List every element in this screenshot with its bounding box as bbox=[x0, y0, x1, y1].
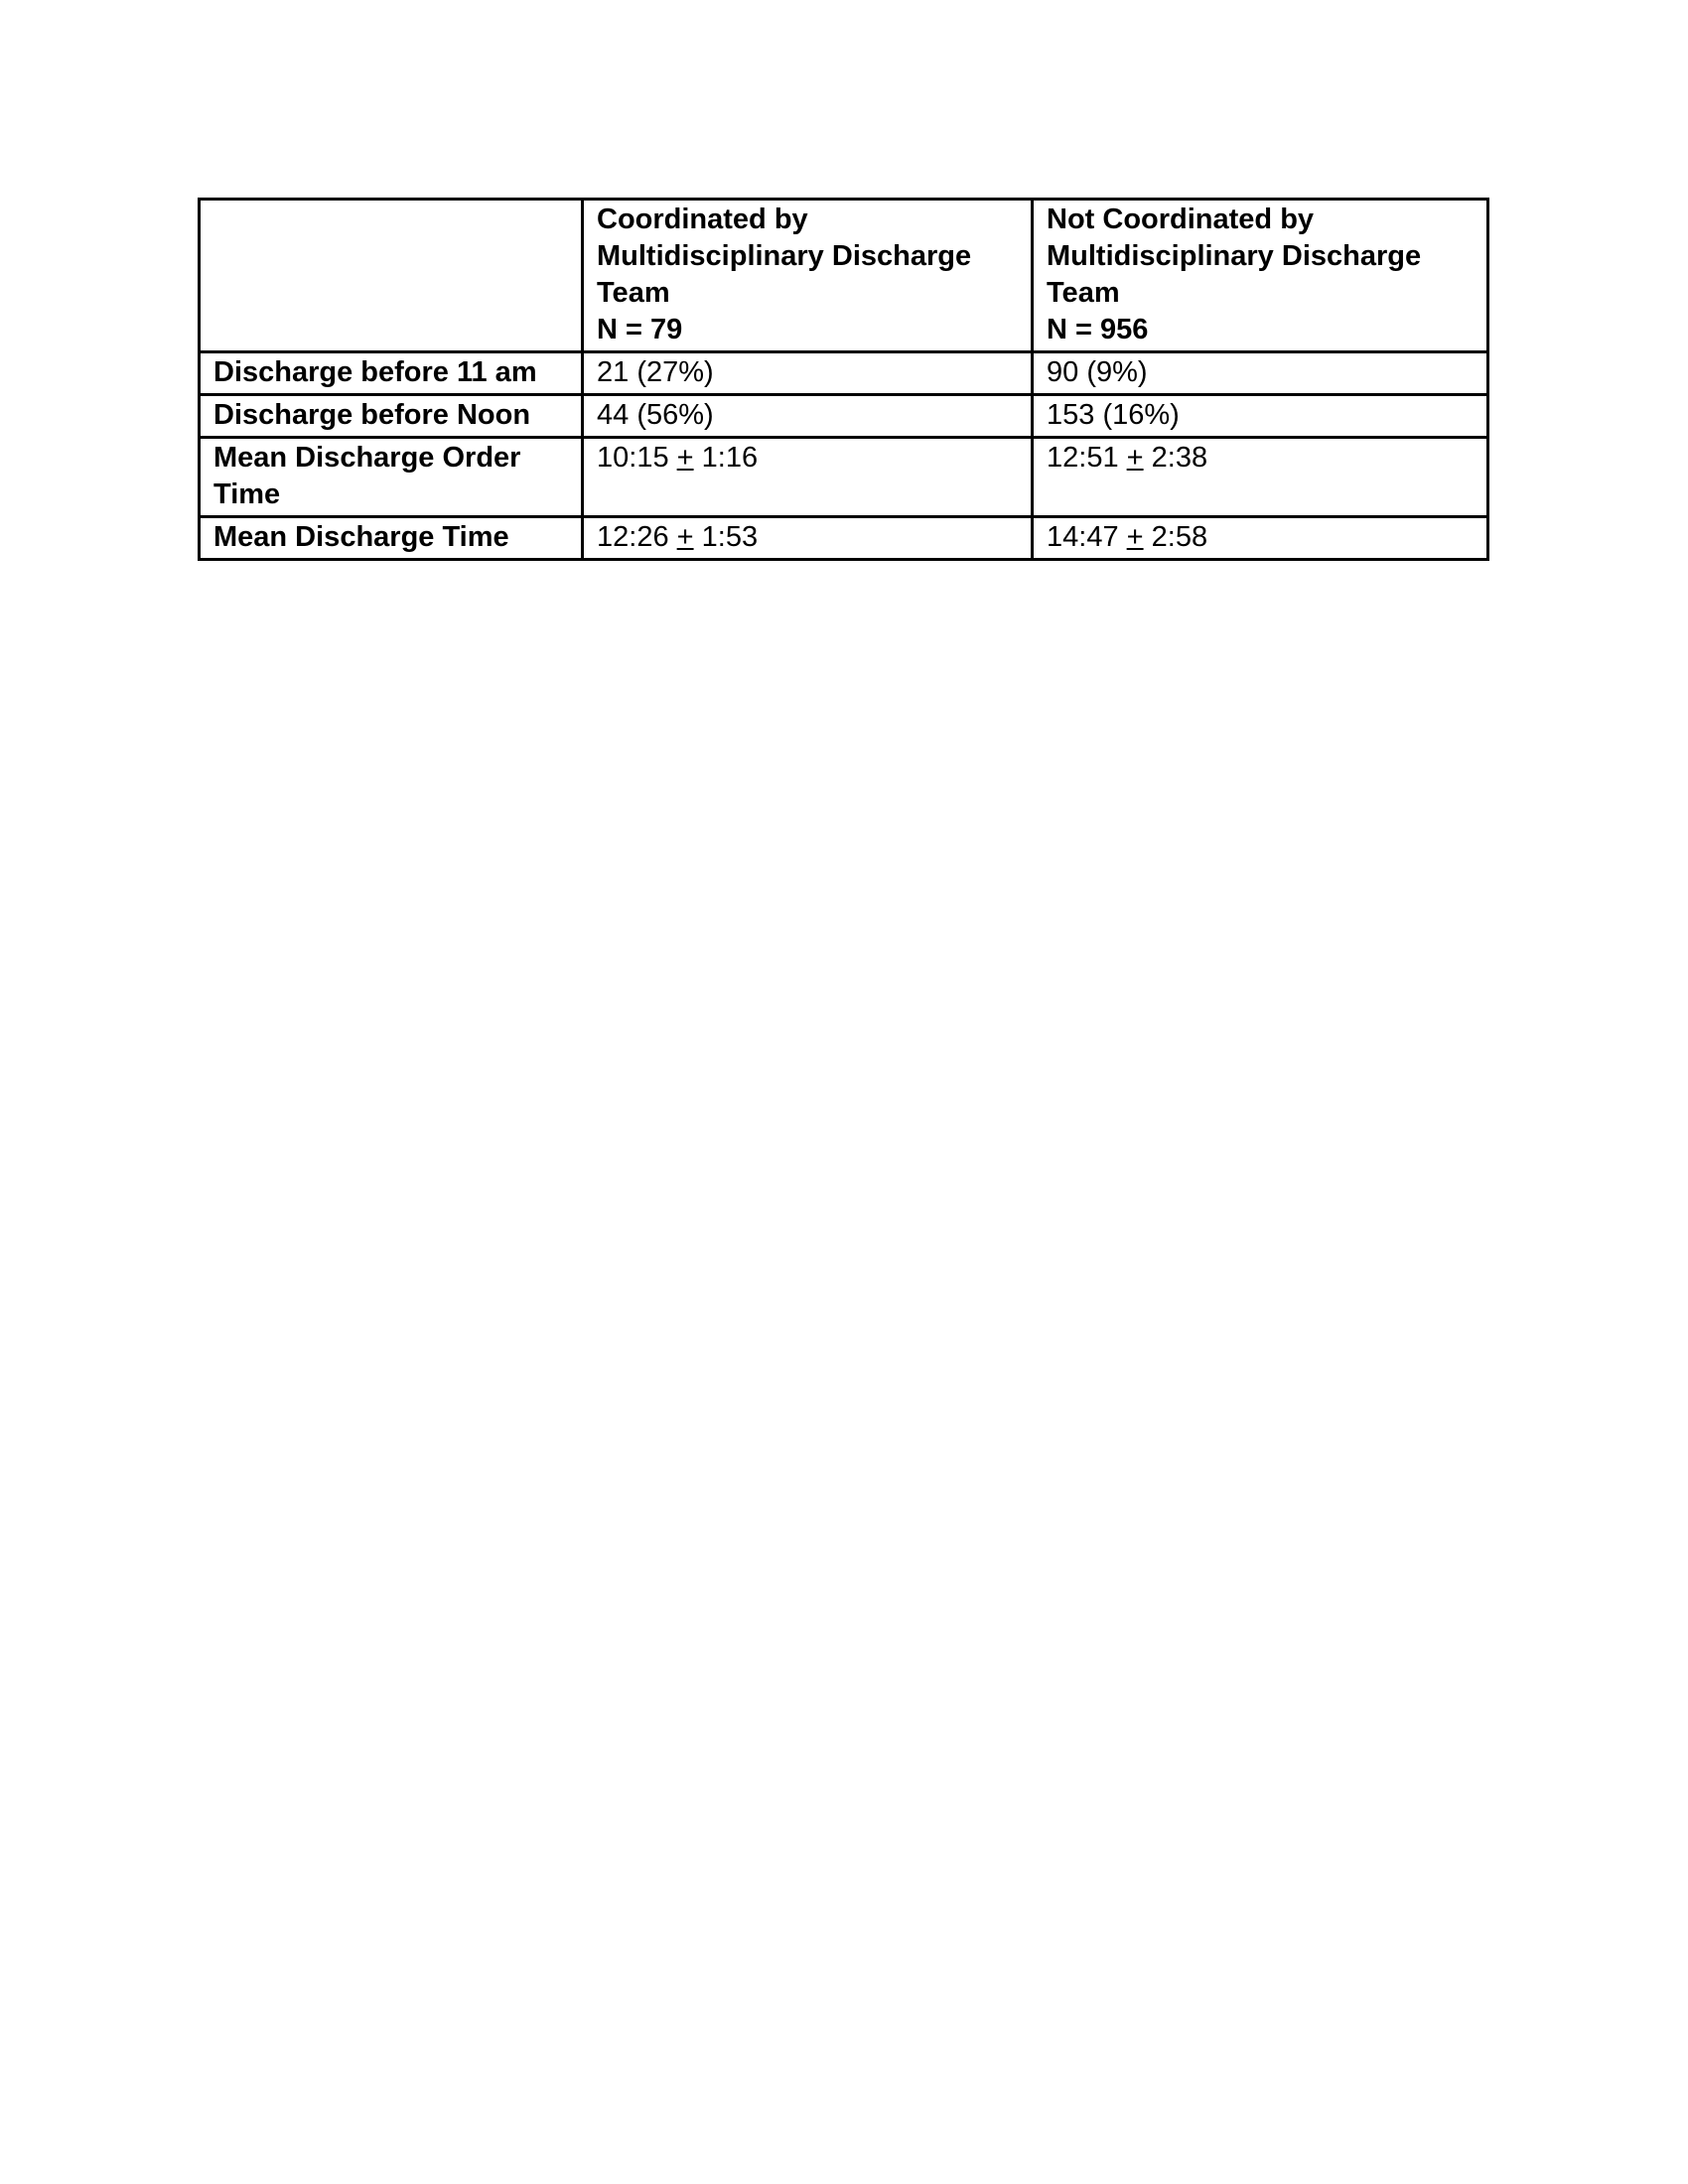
row-label: Mean Discharge Order Time bbox=[200, 438, 583, 517]
row-label: Discharge before Noon bbox=[200, 395, 583, 438]
row-label: Mean Discharge Time bbox=[200, 517, 583, 560]
row-not-coordinated-value: 153 (16%) bbox=[1033, 395, 1488, 438]
header-coordinated-cell bbox=[583, 200, 1033, 352]
table-row-mean-discharge-time bbox=[200, 517, 1488, 560]
table-row-discharge-before-11am bbox=[200, 352, 1488, 395]
row-coordinated-value: 44 (56%) bbox=[583, 395, 1033, 438]
header-not-coordinated-n: N = 956 bbox=[1047, 314, 1149, 345]
header-coordinated-title: Coordinated by Multidisciplinary Discharge Team bbox=[597, 204, 972, 309]
row-coordinated-value: 21 (27%) bbox=[583, 352, 1033, 395]
row-not-coordinated-value: 12:51 + 2:38 bbox=[1033, 438, 1488, 517]
row-coordinated-value: 10:15 + 1:16 bbox=[583, 438, 1033, 517]
row-not-coordinated-value: 14:47 + 2:58 bbox=[1033, 517, 1488, 560]
header-coordinated-n: N = 79 bbox=[597, 314, 683, 345]
table-row-discharge-before-noon bbox=[200, 395, 1488, 438]
discharge-comparison-table bbox=[198, 198, 1489, 561]
row-label: Discharge before 11 am bbox=[200, 352, 583, 395]
table-row-mean-discharge-order-time bbox=[200, 438, 1488, 517]
table-header-row bbox=[200, 200, 1488, 352]
row-coordinated-value: 12:26 + 1:53 bbox=[583, 517, 1033, 560]
header-not-coordinated-title: Not Coordinated by Multidisciplinary Discharge Team bbox=[1047, 204, 1422, 309]
header-empty-cell bbox=[200, 200, 583, 352]
row-not-coordinated-value: 90 (9%) bbox=[1033, 352, 1488, 395]
header-not-coordinated-cell bbox=[1033, 200, 1488, 352]
